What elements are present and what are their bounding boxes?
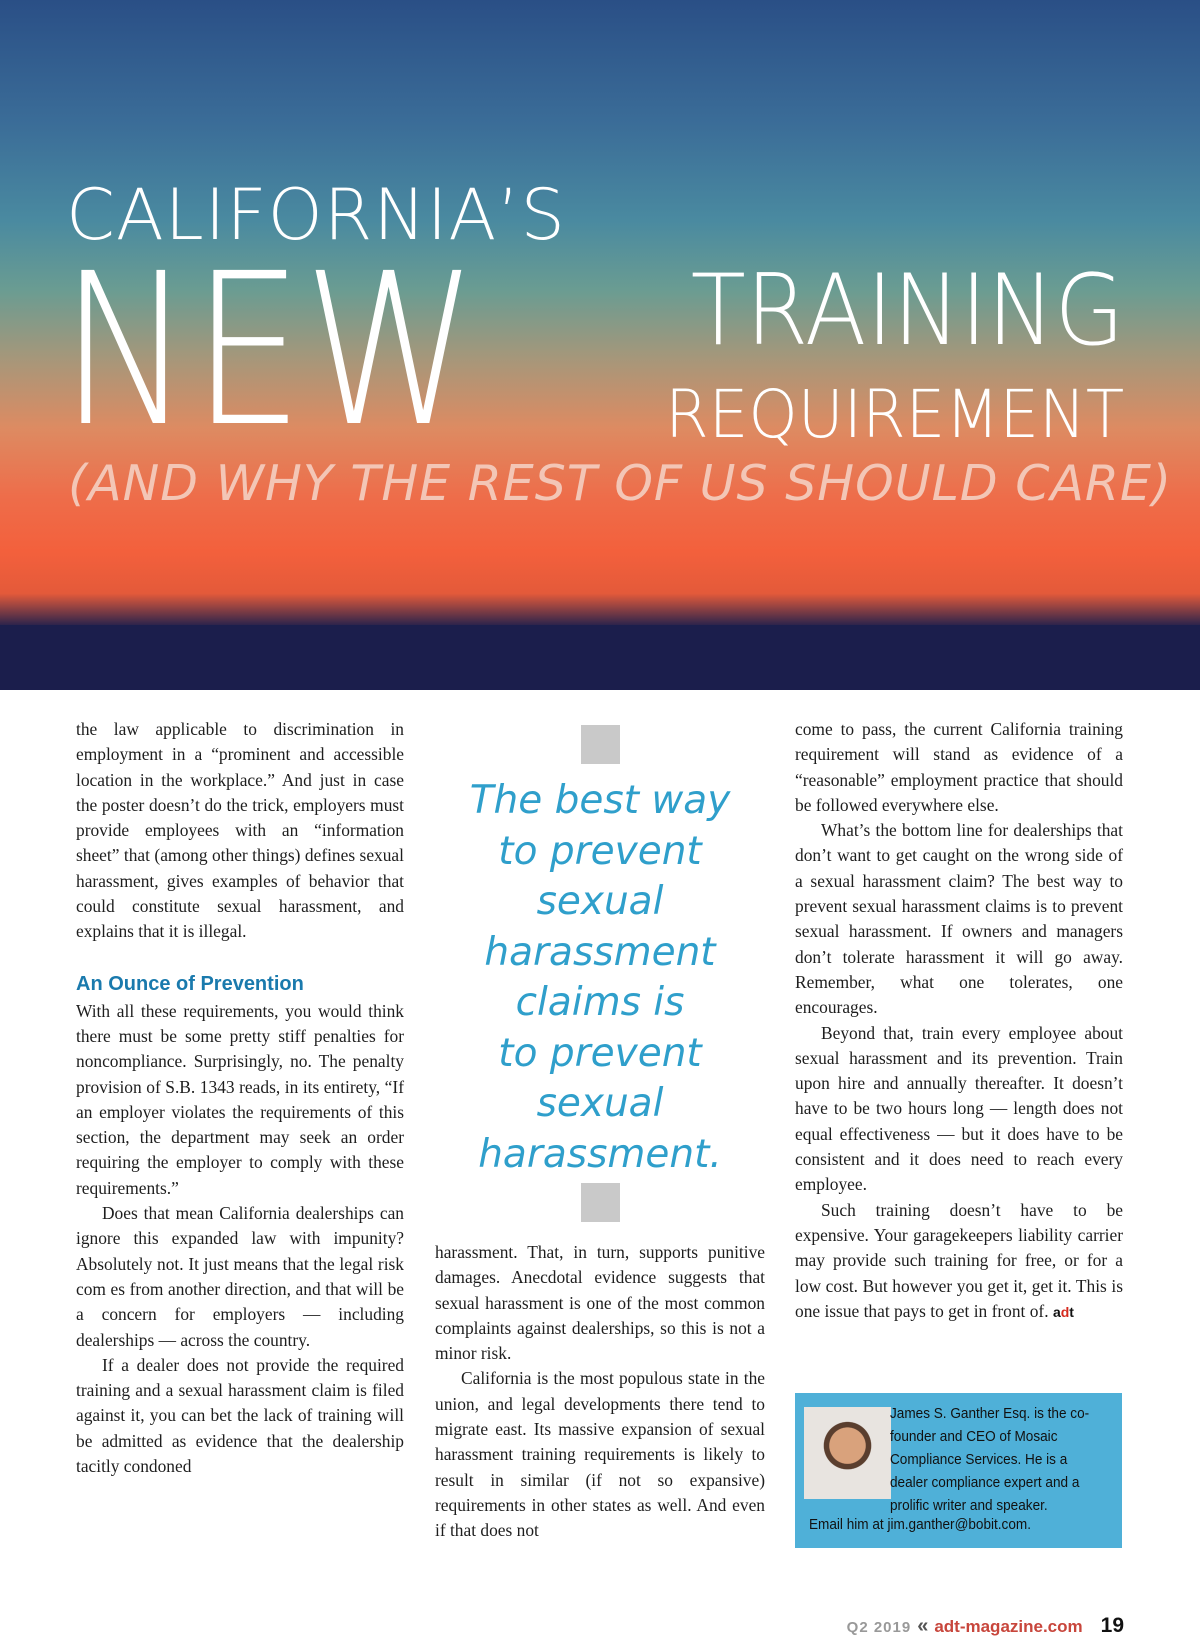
pullquote-line: to prevent — [498, 828, 702, 874]
title-california: CALIFORNIA’S — [66, 174, 566, 256]
paragraph: What’s the bottom line for dealerships that don’t want to get caught on the wrong side of a sexual harassment claim? The best way to prevent sexual harassment claims is to prevent sexual harassment. If owners and managers don’t tolerate harassment it will go away. Remember, what one tolerates, one encourages. — [795, 820, 1123, 1018]
title-subtitle: (AND WHY THE REST OF US SHOULD CARE) — [68, 455, 1173, 512]
pullquote-square-top — [581, 725, 620, 764]
paragraph: the law applicable to discrimination in employment in a “prominent and accessible location in the workplace.” And just in case the poster doesn’t do the trick, employers must provide employees with an “information sheet” that (among other things) defines sexual harassment, gives examples of behavior that could constitute sexual harassment, and explains that it is illegal. — [76, 719, 404, 942]
pullquote-line: harassment. — [478, 1131, 722, 1177]
pullquote-line: to prevent — [498, 1030, 702, 1076]
title-new: NEW — [60, 228, 478, 473]
pullquote-line: claims is — [515, 980, 685, 1025]
hero-banner — [0, 0, 1200, 690]
paragraph: With all these requirements, you would think there must be some pretty stiff penalties for noncompliance. Surprisingly, no. The penalty provision of S.B. 1343 reads, in its entirety, “If an employer violates the requirements of this section, the department may seek an order requiring the employer to comply with these requirements.” — [76, 1000, 404, 1198]
paragraph: California is the most populous state in the union, and legal developments there tend to migrate east. Its massive expansion of sexual harassment training requirements is likely to result in similar (if not so expansive) requirements in other states as well. And even if that does not — [435, 1368, 765, 1541]
adt-end-mark: adt — [1052, 1303, 1074, 1320]
pullquote-square-bottom — [581, 1183, 620, 1222]
article-column-2 — [435, 1240, 765, 1544]
article-column-1 — [76, 717, 404, 1479]
title-requirement: REQUIREMENT — [664, 376, 1124, 453]
paragraph-last — [795, 1198, 1123, 1325]
pullquote-line: The best way — [469, 778, 731, 823]
article-column-3 — [795, 717, 1123, 1325]
footer-issue: Q2 2019 — [846, 1619, 912, 1636]
pullquote — [430, 776, 770, 1180]
section-heading: An Ounce of Prevention — [76, 972, 304, 995]
author-photo — [804, 1407, 891, 1499]
title-training: TRAINING — [690, 254, 1124, 368]
footer-site-link[interactable]: adt-magazine.com — [934, 1617, 1083, 1636]
paragraph: harassment. That, in turn, supports punitive damages. Anecdotal evidence suggests that sexual harassment is one of the most common complaints against dealerships, so this is not a minor risk. — [435, 1242, 765, 1364]
sea-horizon — [0, 625, 1200, 690]
paragraph: Beyond that, train every employee about sexual harassment and its prevention. Train upon hire and annually thereafter. It doesn’t have to be two hours long — length does not equal effectiveness — but it does have to be consistent and it does need to reach every employee. — [795, 1022, 1123, 1195]
pullquote-line: harassment — [484, 929, 716, 975]
page-number: 19 — [1100, 1614, 1124, 1637]
author-bio-box — [795, 1393, 1122, 1548]
pullquote-line: sexual — [536, 879, 664, 924]
paragraph: If a dealer does not provide the required training and a sexual harassment claim is filed against it, you can bet the lack of training will be admitted as evidence that the dealership tacitly condoned — [76, 1354, 404, 1477]
author-email: Email him at jim.ganther@bobit.com. — [809, 1517, 1031, 1533]
page-footer — [847, 1614, 1124, 1638]
paragraph: come to pass, the current California training requirement will stand as evidence of a “reasonable” employment practice that should be followed everywhere else. — [795, 719, 1123, 815]
paragraph-text: Such training doesn’t have to be expensive. Your garagekeepers liability carrier may provide such training for free, or for a low cost. But however you get it, get it. This is one issue that pays to get in front of. — [795, 1199, 1123, 1321]
author-bio: James S. Ganther Esq. is the co-founder and CEO of Mosaic Compliance Services. He is a dealer compliance expert and a prolific writer and speaker. — [890, 1406, 1090, 1514]
footer-separator: « — [917, 1615, 929, 1637]
paragraph: Does that mean California dealerships can ignore this expanded law with impunity? Absolutely not. It just means that the legal risk com es from another direction, and that will be a concern for employers — including dealerships — across the country. — [76, 1203, 404, 1350]
pullquote-line: sexual — [536, 1081, 664, 1126]
